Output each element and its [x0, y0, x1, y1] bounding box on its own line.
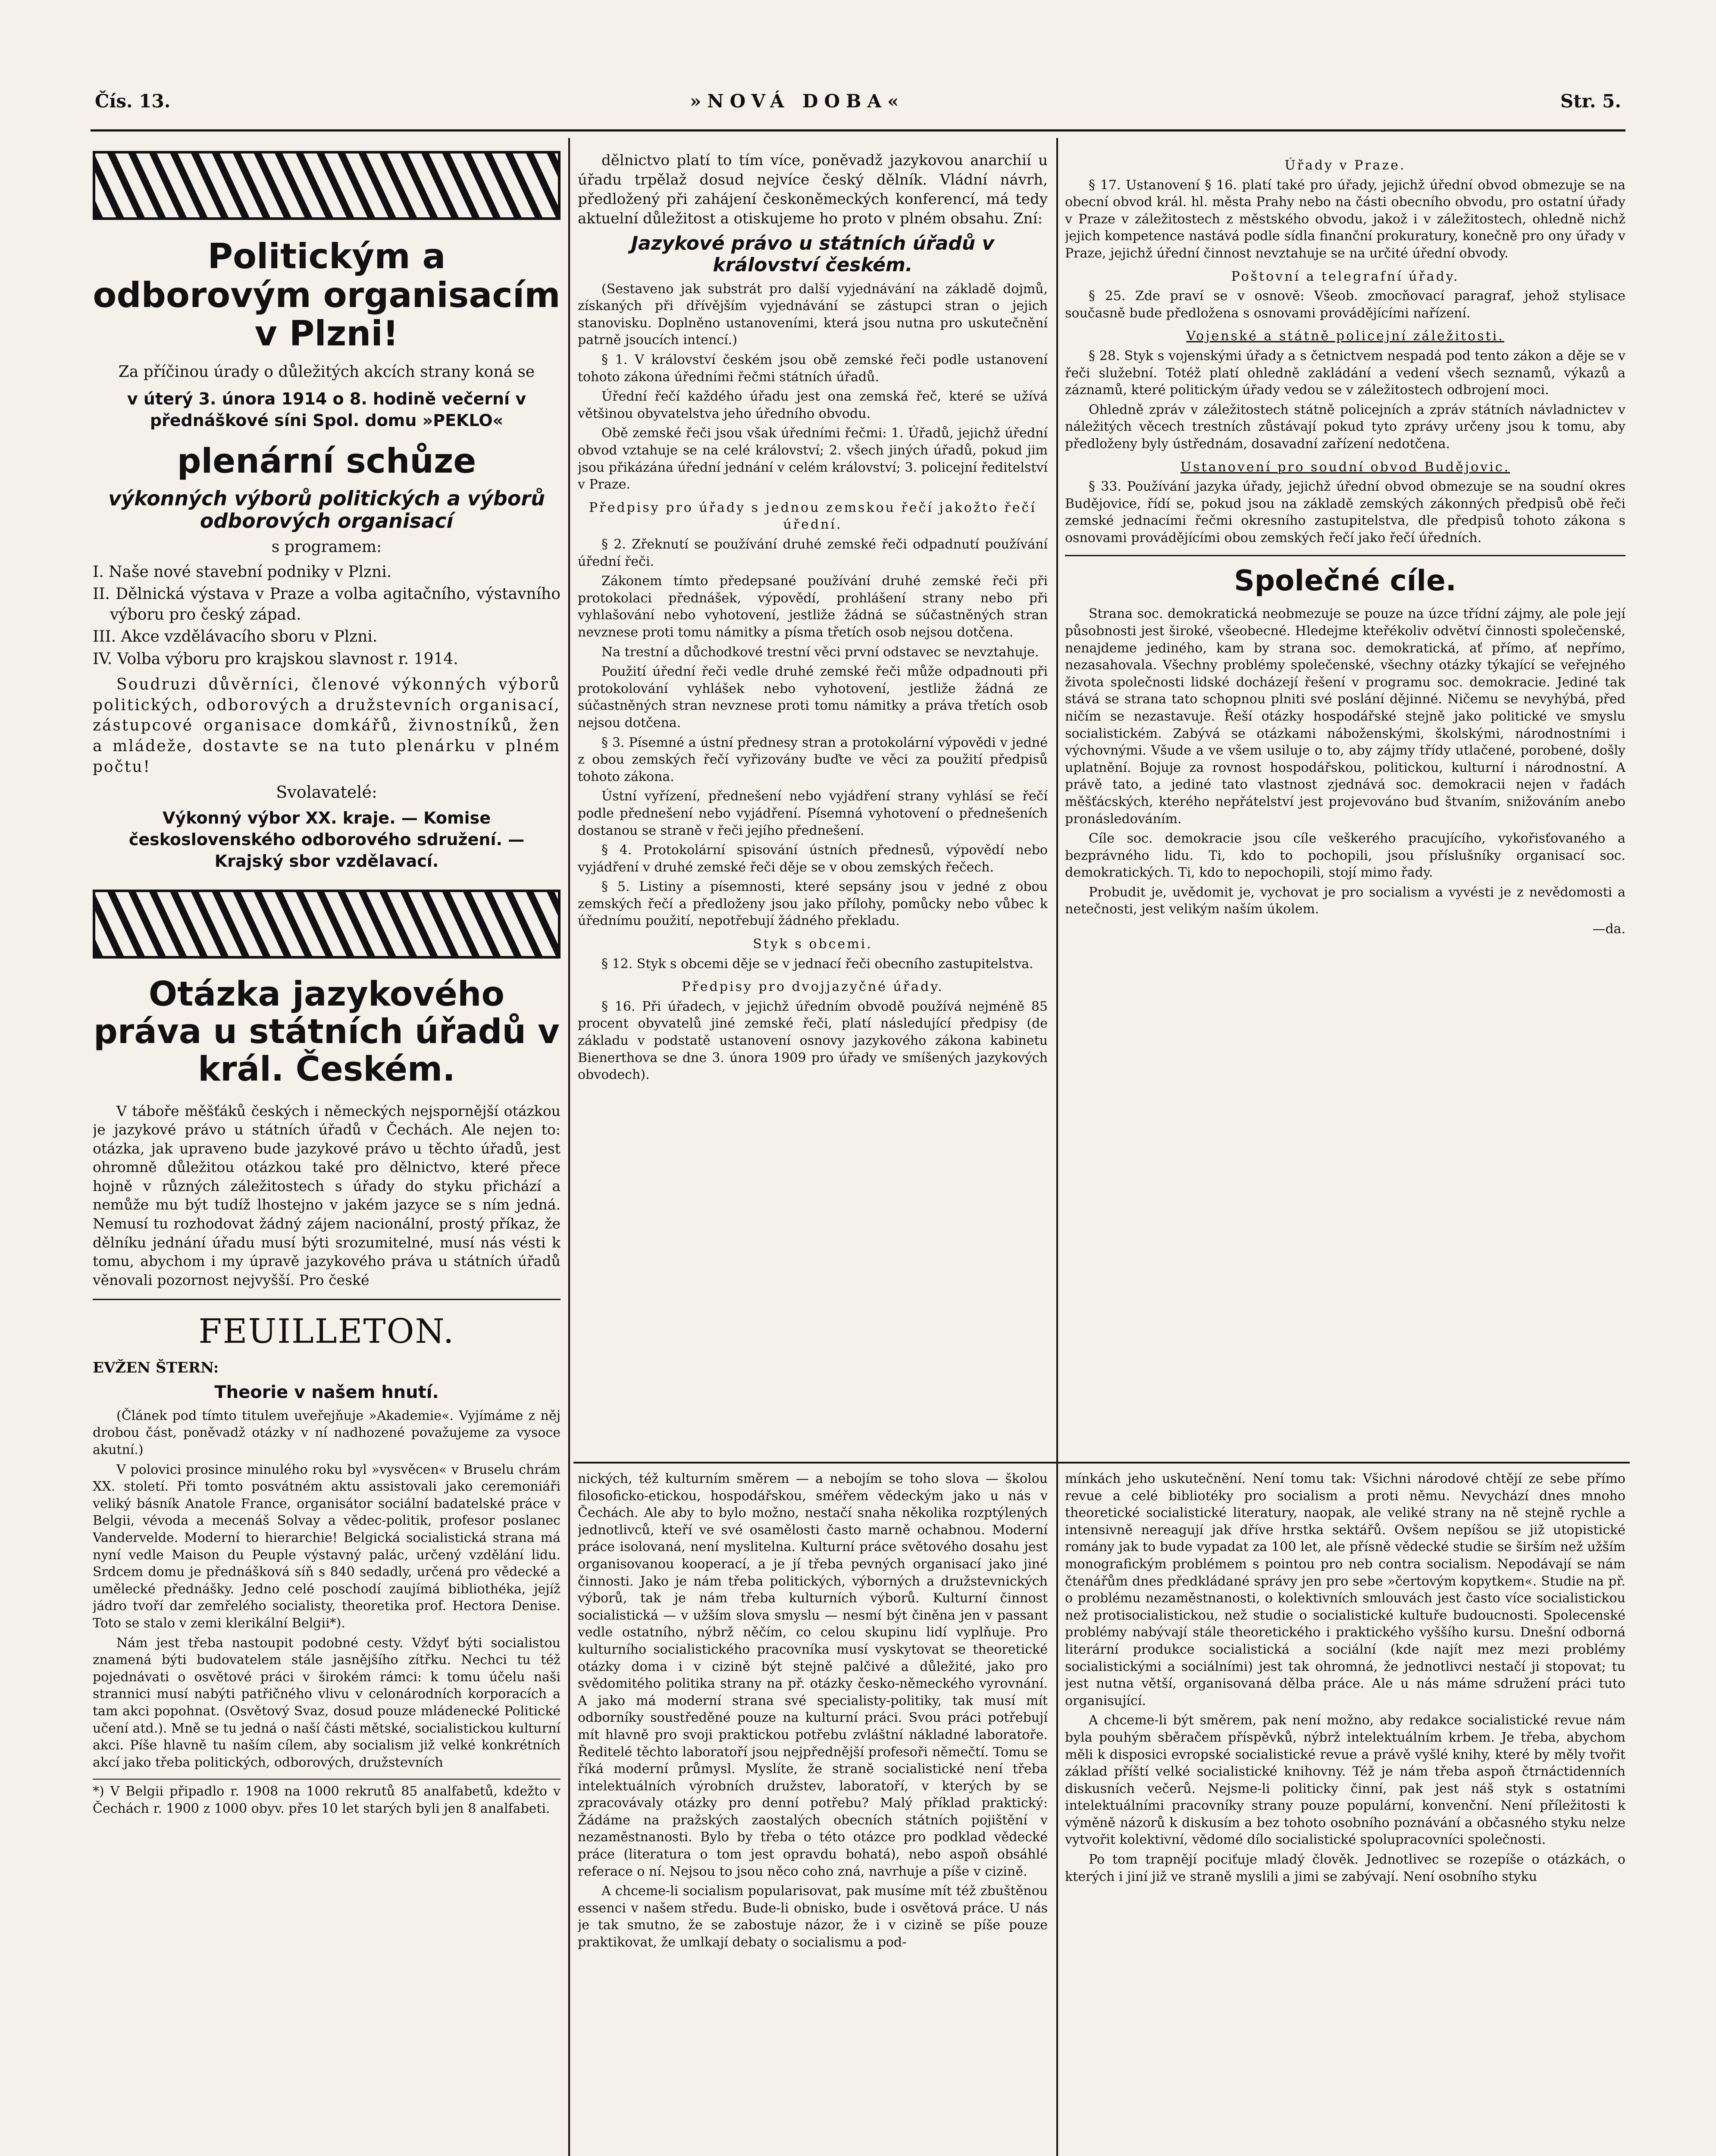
list-item: III. Akce vzdělávacího sboru v Plzni. — [93, 628, 378, 646]
ad-title: Politickým a odborovým organisacím v Plzni! — [93, 236, 561, 354]
issue-number: Čís. 13. — [95, 91, 171, 112]
law-paragraph: § 12. Styk s obcemi děje se v jednací řeči obecního zastupitelstva. — [601, 956, 1033, 971]
law-subheading: Styk s obcemi. — [753, 937, 873, 952]
ornamental-border-top — [93, 151, 561, 220]
feuilleton-paragraph: A chceme-li být směrem, pak není možno, aby redakce socialistické revue nám byla pouhým sběračem příspěvků, nýbrž intelektuálním krbem. Je třeba, abychom měli k disposici evropské socialistické revue a právě vyšlé knihy, které by měly tvořit základ příští velké socialistické knihovny. Též je nám třeba aspoň čtrnáctidenních diskusních večerů. Nejsme-li politicky činní, pak jest náš styk s ostatními intelektuálními pracovníky strany pouze populární, konvenční. Není příležitosti k výměně názorů k diskusím a bez tohoto osobního poznávání a občasného styku nelze vytvořit kolektivní, vědomé dílo socialistické spolupracovníci společnosti. — [1065, 1713, 1625, 1848]
law-subheading: Předpisy pro úřady s jednou zemskou řečí jakožto řečí úřední. — [589, 500, 1036, 533]
ad-date-place: v úterý 3. února 1914 o 8. hodině večerní v přednáškové síni Spol. domu »PEKLO« — [127, 389, 526, 430]
page-number: Str. 5. — [1560, 91, 1621, 112]
law-paragraph: § 17. Ustanovení § 16. platí také pro úřady, jejichž úřední obvod obmezuje se na obecní obvod král. hl. města Prahy nebo na části obecního obvodu, pro ostatní úřady v Praze v záležitostech z městského obvodu, jakož i v záležitostech, ohledně nichž jejich kompetence nastává podle sídla finanční prokuratury, konečně pro ony úřady v Praze, jejichž úřední činnost nevztahuje se na určité úřední obvody. — [1065, 177, 1625, 261]
article-body: V táboře měšťáků českých i německých nejspornější otázkou je jazykové právo u státních úřadů v Čechách. Ale nejen to: otázka, jak upraveno bude jazykové právo u těchto úřadů, jest ohromně důležitou otázkou také pro dělnictvo, které přece hojně v různých záležitostech s úřady do styku přichází a nemůže mu být tudíž lhostejno v jakém jazyce se s ním jedná. Nemusí tu rozhodovat žádný zájem nacionální, prostý příkaz, že dělníku jednání úřadu musí býti srozumitelné, musí nás vésti k tomu, abychom i my úpravě jazykového práva u státních úřadů věnovali pozornost nejvyšší. Pro české — [93, 1102, 561, 1288]
law-paragraph: Použití úřední řeči vedle druhé zemské řeči může odpadnouti při protokolování vyhlášek nebo vyhotovení, jestliže žádná ze súčastněných stran nevznese proti tomu námitky a práva třetích osob nejsou dotčena. — [578, 664, 1048, 730]
column-2 — [578, 151, 1048, 1453]
ad-appeal: Soudruzi důvěrníci, členové výkonných výborů politických, odborových a družstevních organisací, zástupcové organisace domkářů, živnostníků, žen a mládeže, dostavte se na tuto plenárku v plném počtu! — [93, 676, 561, 776]
law-paragraph: § 5. Listiny a písemnosti, které sepsány jsou v jedné z obou zemských řečí a předloženy jsou jako přílohy, pomůcky nebo vůbec k úřednímu použití, nepotřebují žádného překladu. — [578, 879, 1048, 929]
section-heading: Vojenské a státně policejní záležitosti. — [1186, 329, 1504, 344]
law-paragraph: § 28. Styk s vojenskými úřady a s četnictvem nespadá pod tento zákon a děje se v řeči služební. Totéž platí ohledně zakládání a vedení všech seznamů, výkazů a záznamů, které politickým úřady vedou se v záležitostech odbrojení moci. — [1065, 348, 1625, 398]
article-separator — [1065, 555, 1625, 556]
header-rule — [91, 129, 1625, 132]
feuilleton-paragraph: mínkách jeho uskutečnění. Není tomu tak: Všichni národové chtějí ze sebe přímo revue a celé bibliotéky pro socialism a proti němu. Nevychází dnes mnoho theoretické socialistické literatury, naopak, ale veliké strany na ně stejně rychle a intensivně nereagují jak dříve hrstka sektářů. Ovšem nepíšou se již utopistické romány jak to bude vypadat za 100 let, ale přísně vědecké studie se širším než užším monografickým problémem s pointou pro neb contra socialism. Nepodávají se nám čtenářům dnes předkládané správy jen pro sebe »čertovým kopytkem«. Studie na př. o problému nezaměstnanosti, o kolektivních smlouvách jest často více socialistickou než protisocialistickou, než studie o socialistické kultuře budoucnosti. Spolecenské problémy nabývají stále theoretického i praktického vyššího kursu. Dnešní odborná literární produkce socialistická a sociální (kde najít mez mezi problémy socialistickými a sociálními) jest tak ohromná, že jednotlivci nestačí ji stopovat; tu jest nutna větší, organisovaná dělba práce. Ale u nás máme sdružení práci tuto organisující. — [1065, 1471, 1625, 1708]
law-paragraph: § 3. Písemné a ústní přednesy stran a protokolární výpovědi v jedné z obou zemských řečí vyřizovány buďte ve věci za použití předpisů tohoto zákona. — [578, 735, 1048, 784]
article-signature: —da. — [1592, 921, 1625, 937]
feuilleton-paragraph: Po tom trapnějí pociťuje mladý člověk. Jednotlivec se rozepíše o otázkách, o kterých i jiní již ve straně myslili a jimi se zabývají. Není osobního styku — [1065, 1852, 1625, 1884]
article-title: Otázka jazykového práva u státních úřadů v král. Českém. — [93, 975, 560, 1089]
column-divider-2 — [1056, 138, 1058, 2156]
feuilleton-rule — [93, 1299, 561, 1300]
law-paragraph: Ohledně zpráv v záležitostech státně policejních a zpráv státních návladnictev v náležitých věcech trestních zůstávají pokud tyto zprávy určeny jsou k tomu, aby předloženy byly ústřednám, dosavadní zařízení nedotčena. — [1065, 402, 1625, 451]
list-item: IV. Volba výboru pro krajskou slavnost r. 1914. — [93, 650, 458, 668]
column-3 — [1065, 151, 1625, 1453]
feuilleton-continuation-2 — [1065, 1470, 1625, 2156]
law-paragraph: Úřední řečí každého úřadu jest ona zemská řeč, které se užívá většinou obyvatelstva jeho úředního obvodu. — [578, 389, 1048, 421]
list-item: I. Naše nové stavební podniky v Plzni. — [93, 563, 392, 581]
feuilleton-subtitle: Theorie v našem hnutí. — [214, 1382, 439, 1403]
ad-program-list — [93, 562, 561, 670]
law-title: Jazykové právo u státních úřadů v království českém. — [631, 232, 995, 276]
law-intro: dělnictvo platí to tím více, poněvadž jazykovou anarchií u úřadu trpělaž dosud nejvíce český dělník. Vládní návrh, předložený při zahájení českoněmeckých konferencí, má tedy aktuelní důležitost a otiskujeme ho proto v plném obsahu. Zní: — [578, 152, 1048, 227]
law-paragraph: § 25. Zde praví se v osnově: Všeob. zmocňovací paragraf, jehož stylisace současně bude předložena s osnovami provádějícími nařízení. — [1065, 288, 1625, 321]
ad-conveners-label: Svolavatelé: — [276, 783, 377, 802]
ad-intro: Za příčinou úrady o důležitých akcích strany koná se — [118, 363, 535, 381]
ornamental-border-bottom — [93, 890, 561, 959]
law-paragraph: Ústní vyřízení, přednešení nebo vyjádření strany vyhlásí se řečí podle přednešení nebo vyjádření. Písemná vyhotovení o přednešeních dostanou se straně v řeči jejího přednešení. — [578, 789, 1048, 838]
feuilleton-continuation-1 — [578, 1470, 1048, 2156]
ad-committees: výkonných výborů politických a výborů odborových organisací — [108, 486, 545, 533]
feuilleton-heading: FEUILLETON. — [198, 1312, 455, 1351]
article-paragraph: Cíle soc. demokracie jsou cíle veškerého pracujícího, vykořisťovaného a bezprávného lidu. Ti, kdo to pochopili, jsou příslušníky organisací soc. demokratických. Ti, kdo to nepochopili, stojí mimo řady. — [1065, 831, 1625, 881]
law-paragraph: Zákonem tímto předepsané používání druhé zemské řeči při protokolaci přednášek, výpovědí, prohlášení strany nebo při vyhlašování nebo vyhotovení, jestliže žádná se súčastněných stran nevznese proti tomu námitky a písma třetích osob nejsou dotčena. — [578, 573, 1048, 640]
feuilleton-author: EVŽEN ŠTERN: — [93, 1359, 219, 1377]
law-paragraph: Na trestní a důchodkové trestní věci první odstavec se nevztahuje. — [601, 644, 1039, 660]
law-subheading: Předpisy pro dvojjazyčné úřady. — [682, 979, 944, 995]
newspaper-name: »NOVÁ DOBA« — [690, 91, 905, 112]
section-heading: Poštovní a telegrafní úřady. — [1231, 269, 1459, 284]
feuilleton-paragraph: V polovici prosince minulého roku byl »vysvěcen« v Bruselu chrám XX. století. Při tomto posvátném aktu assistovali jako ceremoniáři veliký básník Anatole France, organisátor sociální badatelské práce v Belgii, vévoda a mecenáš Solvay a vědec-politik, profesor poslanec Vandervelde. Moderní to hierarchie! Belgická socialistická strana má nyní vedle Maison du Peuple výstavný palác, určený vzdělání lidu. Srdcem domu je přednášková síň s 840 sedadly, určená pro vědecké a umělecké přednášky. Jedno celé poschodí zaujímá bibliothéka, jejíž jádro tvoří dar zemřelého socialisty, theoretika prof. Hectora Denise. Toto se stalo v zemi klerikální Belgii*). — [93, 1462, 561, 1631]
column-divider-1 — [568, 138, 570, 2156]
law-paragraph: Obě zemské řeči jsou však úředními řečmi: 1. Úřadů, jejichž úřední obvod vztahuje se na celé království; 2. všech jiných úřadů, pokud jim jsou přikázána úřední jednání v celém království; 3. policejní ředitelství v Praze. — [578, 426, 1048, 492]
law-note: (Sestaveno jak substrát pro další vyjednávání na základě dojmů, získaných při dřívějším vyjednávání se zástupci stran o jejich stanovisku. Doplněno ustanoveními, která jsou nutna pro uskutečnění patrně jsoucích intencí.) — [578, 281, 1048, 348]
ad-program-label: s programem: — [271, 538, 382, 556]
page-header — [86, 82, 1630, 121]
feuilleton-paragraph: A chceme-li socialism popularisovat, pak musíme mít též zbuštěnou essenci v našem středu. Bude-li obnisko, bude i osvětová práce. U nás je tak smutno, že se zabostuje názor, že i v cizině se píše pouze praktikovat, že umlkají debaty o socialismu a pod- — [578, 1883, 1048, 1950]
feuilleton-note: (Článek pod tímto titulem uveřejňuje »Akademie«. Vyjímáme z něj drobou část, poněvadž otázky v ní nadhozené považujeme za vysoce akutní.) — [93, 1408, 561, 1457]
feuilleton-paragraph: Nám jest třeba nastoupit podobné cesty. Vždyť býti socialistou znamená býti budovatelem stále jasnějšího zítřku. Nechci tu též pojednávati o osvětové práci v širokém rámci: k tomu účelu naši strannici musí nabýti patřičného vlivu v celonárodních korporacích a tam akci popohnat. (Osvětový Svaz, dosud pouze mládenecké Politické učení atd.). Mně se tu jedná o naší části mětské, socialistickou kulturní akci. Píše hlavně tu naším cílem, aby socialism již velké konkrétních akcí jako třeba politických, odborových, družstevních — [93, 1635, 561, 1770]
bottom-section-rule — [573, 1462, 1630, 1463]
law-paragraph: § 1. V království českém jsou obě zemské řeči podle ustanovení tohoto zákona úředními řečmi státních úřadů. — [578, 352, 1048, 385]
article-title: Společné cíle. — [1234, 564, 1456, 598]
article-paragraph: Strana soc. demokratická neobmezuje se pouze na úzce třídní zájmy, ale pole její působnosti jest široké, všeobecné. Hledejme kteřékoliv odvětví činnosti společenské, nenajdeme jediného, kam by strana soc. demokratická, ať přímo, ať nepřímo, nezasahovala. Všechny problémy společenské, všechny otázky týkající se veřejného života společnosti lidské docházejí řešení v programu soc. demokracie. Jediné tak stává se strana tato schopnou plniti své poslání dějinné. Ničemu se nevyhýbá, před ničím se nezastavuje. Řeší otázky hospodářské stejně jako politické ve smyslu socialistickém. Zabývá se otázkami náboženskými, školskými, národnostními i výchovnými. Všude a ve všem usiluje o to, aby zájmy třídy utlačené, porobené, došly uplatnění. Bojuje za rovnost hospodářskou, politickou, kulturní i národnostní. A právě tato, a jediné tato vlastnost zjednává soc. demokracii nejen v řadách měšťácských, kterého nepřátelství jest projevováno bud štvaním, snižováním anebo pronásledováním. — [1065, 606, 1625, 827]
law-paragraph: § 16. Při úřadech, v jejichž úředním obvodě používá nejméně 85 procent obyvatelů jiné zemské řeči, platí následující předpisy (de základu v podstatě ustanovení osnovy jazykového zákona kabinetu Bienerthova se dne 3. února 1909 pro úřady ve smíšených jazykových obvodech). — [578, 999, 1048, 1083]
ad-conveners: Výkonný výbor XX. kraje. — Komise československého odborového sdružení. — Krajský sbor vzdělavací. — [128, 808, 525, 871]
law-paragraph: § 2. Zřeknutí se používání druhé zemské řeči odpadnutí používání úřední řeči. — [578, 537, 1048, 569]
column-1 — [93, 151, 561, 2156]
list-item: II. Dělnická výstava v Praze a volba agitačního, výstavního výboru pro český západ. — [93, 585, 561, 624]
section-heading: Ustanovení pro soudní obvod Budějovic. — [1180, 459, 1510, 475]
footnote: *) V Belgii připadlo r. 1908 na 1000 rekrutů 85 analfabetů, kdežto v Čechách r. 1900 z 1000 obyv. přes 10 let starých byli jen 8 analfabeti. — [93, 1779, 561, 1817]
law-paragraph: § 33. Používání jazyka úřady, jejichž úřední obvod obmezuje se na soudní okres Budějovice, řídí se, pokud jsou na základě zemských zákonných předpisů obě řeči zemské jednacími řečmi okresního zastupitelstva, dle předpisů tohoto zákona s osnovami provádějícími obou zemských řečí jako řečí úředních. — [1065, 479, 1625, 545]
law-paragraph: § 4. Protokolární spisování ústních přednesů, výpovědí nebo vyjádření v druhé zemské řeči děje se v obou zemských řečech. — [578, 843, 1048, 875]
article-paragraph: Probudit je, uvědomit je, vychovat je pro socialism a vyvésti je z nevědomosti a netečnosti, jest velikým naším úkolem. — [1065, 884, 1625, 917]
section-heading: Úřady v Praze. — [1284, 158, 1406, 173]
feuilleton-paragraph: nických, též kulturním směrem — a nebojím se toho slova — školou filosoficko-etickou, hospodářskou, sméřem vědeckým jako u nás v Čechách. Ale aby to bylo možno, nestačí snaha několika rozptýlených jednotlivců, kteří ve své osamělosti často marně ochabnou. Moderní práce isolovaná, není myslitelna. Kulturní práce světového dosahu jest organisovanou kooperací, a je jí třeba pevných organisací jako jiné činnosti. Jako je nám třeba politických, výborných a družstevnických výborů, tak je nám třeba kulturních výborů. Kulturní činnost socialistická — v užším slova smyslu — nesmí být činěna jen v passant vedle ostatního, nýbrž něčím, co celou skupinu lidí vyplňuje. Pro kulturního socialistického pracovníka musí vyskytovat se theoretické otázky doma i v cizině být stejně palčivé a důležité, jako pro svědomitého politika strany na př. otázky česko-německého vyrovnání. A jako má moderní strana své specialisty-politiky, tak musí mít odborníky soustředěné pouze na kulturní práci. Svou práci potřebují mít hlavně pro svoji praktickou potřebu zvláštní nákladné laboratoře. Ředitelé těchto laboratoří jsou nejpřednější profesoři němečtí. Tomu se říká moderní průmysl. Myslíte, že straně socialistické není třeba intelektuálních výrobních družstev, laboratoří, v kterých by se zpracovávaly otázky pro denní potřebu? Malý příklad praktický: Žádáme na pražských zaostalých obecních státních pojištění v nezaměstnanosti. Bylo by třeba o této otázce pro podklad vědecké práce (literatura o tom jest opravdu bohatá), nebo aspoň obsáhlé referace o ní. Nejsou to jsou něco coho zná, navrhuje a píše v cizině. — [578, 1471, 1048, 1879]
ad-meeting-name: plenární schůze — [177, 442, 476, 481]
